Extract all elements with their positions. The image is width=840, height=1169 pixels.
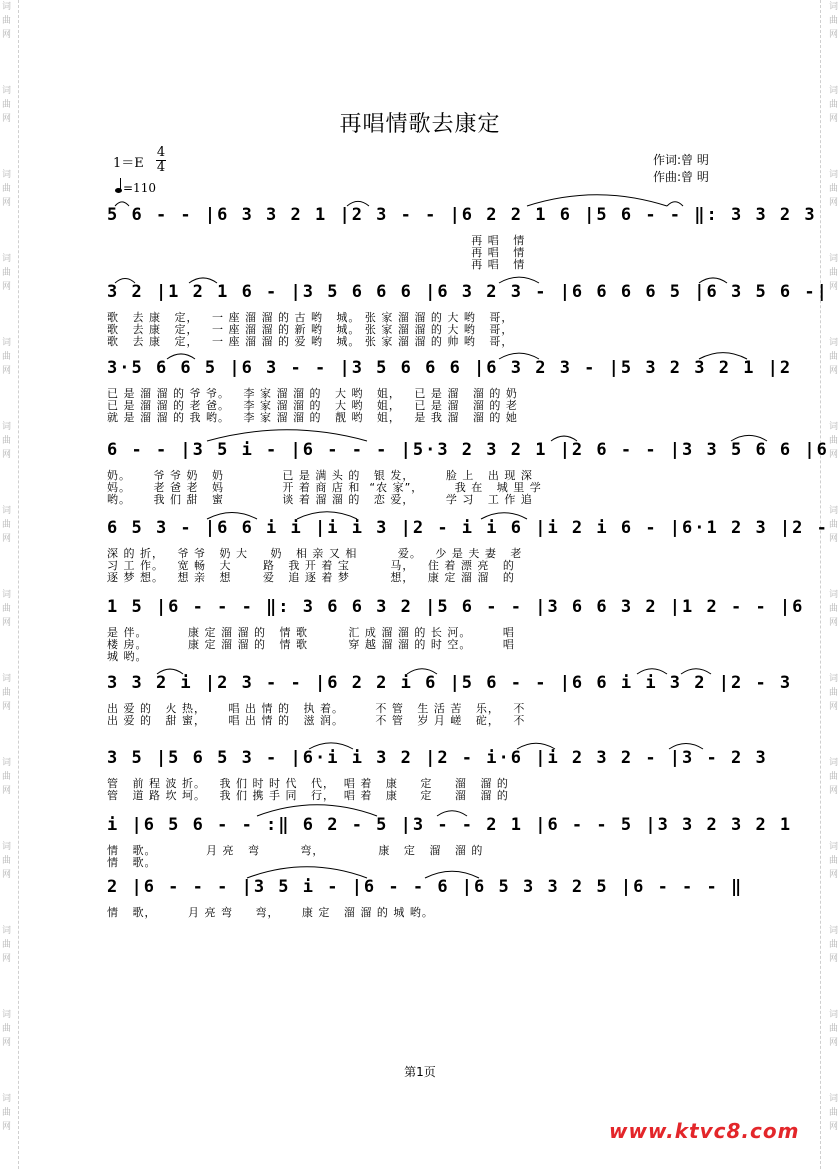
lyrics-line: 歌 去 康 定， 一 座 溜 溜 的 新 哟 城。 张 家 溜 溜 的 大 哟 哥， [107,323,514,336]
notes-line: 6 - - |3 5 i - |6 - - - |5·3 2 3 2 1 |2 6 - - |3 3 5 6 6 |6 [107,440,829,460]
lyrics-line: 管 前 程 波 折。 我 们 时 时 代 代， 唱 着 康 定 溜 溜 的 [107,777,509,790]
time-sig-bottom: 4 [156,160,166,175]
lyrics-line: 习 工 作。 宽 畅 大 路 我 开 着 宝 马， 住 着 漂 亮 的 [107,559,515,572]
lyrics-line: 已 是 溜 溜 的 老 爸。 李 家 溜 溜 的 大 哟 姐， 已 是 溜 溜 的 老 [107,399,518,412]
lyrics-line: 已 是 溜 溜 的 爷 爷。 李 家 溜 溜 的 大 哟 姐， 已 是 溜 溜 的 奶 [107,387,518,400]
tempo-value: =110 [123,181,156,195]
lyricist: 作词:曾 明 [653,153,709,167]
composer: 作曲:曾 明 [653,170,709,184]
lyrics-line: 情 歌， 月 亮 弯 弯， 康 定 溜 溜 的 城 哟。 [107,906,434,919]
site-logo: www.ktvc8.com [609,1119,800,1143]
lyrics-line: 逐 梦 想。 想 亲 想 爱 追 逐 着 梦 想， 康 定 溜 溜 的 [107,571,515,584]
lyrics-line: 就 是 溜 溜 的 我 哟。 李 家 溜 溜 的 靓 哟 姐， 是 我 溜 溜 的 她 [107,411,518,424]
lyrics-line: 城 哟。 [107,650,148,663]
lyrics-line: 出 爱 的 甜 蜜， 唱 出 情 的 滋 润。 不 管 岁 月 嵯 砣， 不 [107,714,526,727]
lyrics-line: 深 的 折， 爷 爷 奶 大 奶 相 亲 又 相 爱。 少 是 夫 妻 老 [107,547,523,560]
notes-line: 3·5 6 6 5 |6 3 - - |3 5 6 6 6 |6 3 2 3 - |5 3 2 3 2 1 |2 [107,358,793,378]
lyrics-line: 情 歌。 月 亮 弯 弯， 康 定 溜 溜 的 [107,844,484,857]
time-sig-top: 4 [156,145,166,160]
watermark-left: 词 曲 网 词 曲 网 词 曲 网 词 曲 网 词 曲 网 词 曲 网 词 曲 网 词 曲 网 词 曲 网 词 曲 网 词 曲 网 词 曲 网 词 曲 网 词 曲 网 [2,2,12,1132]
song-title: 再唱情歌去康定 [339,112,501,137]
notes-line: 6 5 3 - |6 6 i i |i i 3 |2 - i i 6 |i 2 i 6 - |6·1 2 3 |2 - [107,518,829,538]
margin-rule-right [820,0,821,1169]
watermark-right: 词 曲 网 词 曲 网 词 曲 网 词 曲 网 词 曲 网 词 曲 网 词 曲 网 词 曲 网 词 曲 网 词 曲 网 词 曲 网 词 曲 网 词 曲 网 词 曲 网 [828,2,838,1132]
lyrics-line: 再 唱 情 [107,258,526,271]
lyrics-line: 妈。 老 爸 老 妈 开 着 商 店 和 “农 家”， 我 在 城 里 学 [107,481,542,494]
lyrics-line: 奶。 爷 爷 奶 奶 已 是 满 头 的 银 发， 脸 上 出 现 深 [107,469,533,482]
lyrics-line: 情 歌。 [107,856,157,869]
lyrics-line: 再 唱 情 [107,246,526,259]
notes-line: i |6 5 6 - - :‖ 6 2 - 5 |3 - - 2 1 |6 - - 5 |3 3 2 3 2 1 [107,815,793,835]
lyrics-line: 管 道 路 坎 坷。 我 们 携 手 同 行， 唱 着 康 定 溜 溜 的 [107,789,509,802]
lyrics-line: 哟。 我 们 甜 蜜 谈 着 溜 溜 的 恋 爱， 学 习 工 作 追 [107,493,533,506]
notes-line: 5 6 - - |6 3 3 2 1 |2 3 - - |6 2 2 1 6 |5 6 - - ‖: 3 3 2 3 [107,205,817,225]
notes-line: 2 |6 - - - |3 5 i - |6 - - 6 |6 5 3 3 2 5 |6 - - - ‖ [107,877,744,897]
lyrics-line: 出 爱 的 火 热， 唱 出 情 的 执 着。 不 管 生 活 苦 乐， 不 [107,702,526,715]
lyrics-line: 楼 房。 康 定 溜 溜 的 情 歌 穿 越 溜 溜 的 时 空。 唱 [107,638,515,651]
lyrics-line: 再 唱 情 [107,234,526,247]
page-number: 第1页 [404,1065,436,1079]
key-signature: 1＝E [113,156,144,171]
margin-rule-left [18,0,19,1169]
time-signature [156,146,166,175]
note-stem [120,178,121,190]
credits [653,152,709,186]
lyrics-line: 歌 去 康 定， 一 座 溜 溜 的 爱 哟 城。 张 家 溜 溜 的 帅 哟 哥， [107,335,514,348]
notes-line: 3 2 |1 2 1 6 - |3 5 6 6 6 |6 3 2 3 - |6 6 6 6 5 |6 3 5 6 -| [107,282,829,302]
lyrics-line: 是 伴。 康 定 溜 溜 的 情 歌 汇 成 溜 溜 的 长 河。 唱 [107,626,515,639]
lyrics-line: 歌 去 康 定， 一 座 溜 溜 的 古 哟 城。 张 家 溜 溜 的 大 哟 哥， [107,311,514,324]
notes-line: 3 3 2 i |2 3 - - |6 2 2 i 6 |5 6 - - |6 6 i i 3 2 |2 - 3 [107,673,793,693]
notes-line: 3 5 |5 6 5 3 - |6·i i 3 2 |2 - i·6 |i 2 3 2 - |3 - 2 3 [107,748,768,768]
notes-line: 1 5 |6 - - - ‖: 3 6 6 3 2 |5 6 - - |3 6 6 3 2 |1 2 - - |6 [107,597,805,617]
